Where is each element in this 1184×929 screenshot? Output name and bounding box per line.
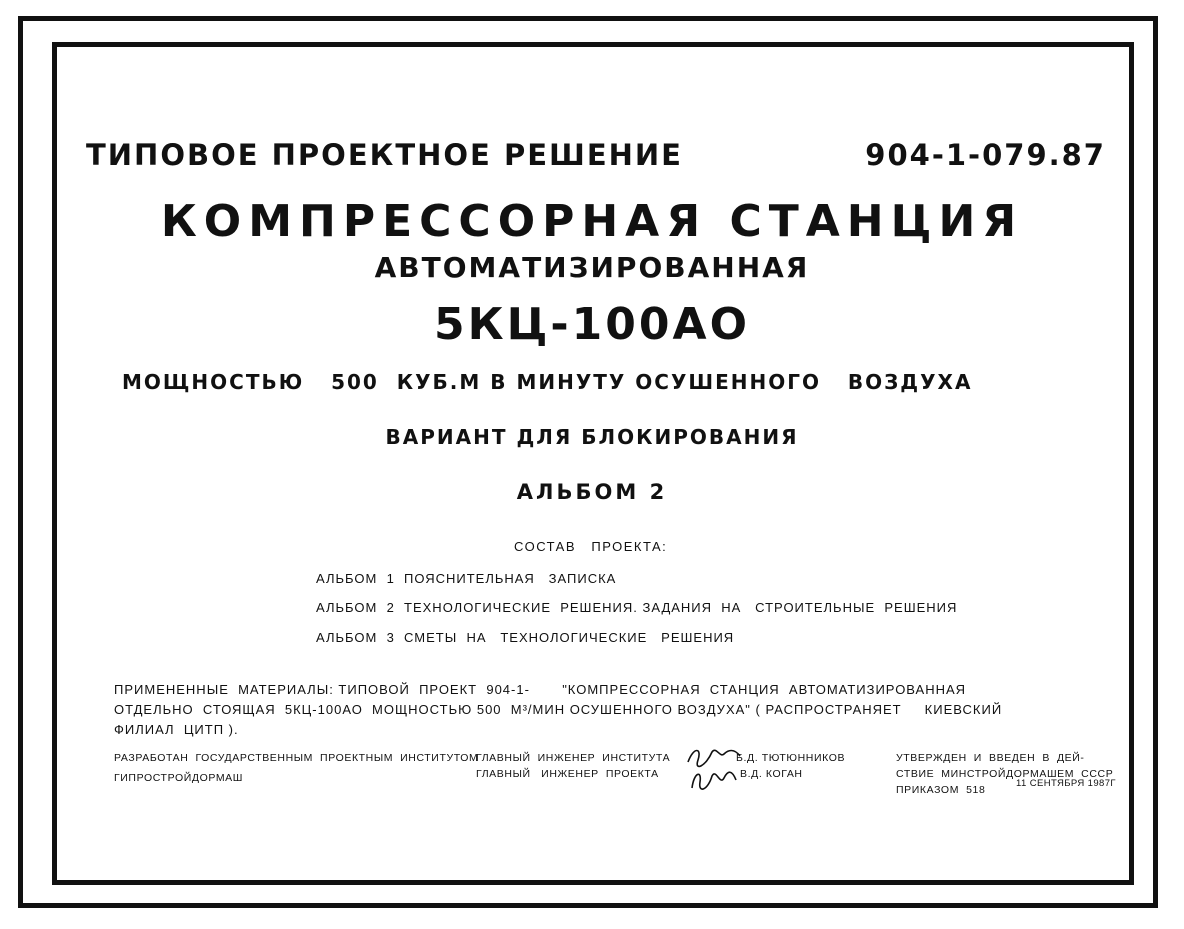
approval-date: 11 СЕНТЯБРЯ 1987Г bbox=[1016, 778, 1116, 789]
subtitle: АВТОМАТИЗИРОВАННАЯ bbox=[374, 251, 810, 284]
materials-line: ПРИМЕНЕННЫЕ МАТЕРИАЛЫ: ТИПОВОЙ ПРОЕКТ 904-1- "КОМПРЕССОРНАЯ СТАНЦИЯ АВТОМАТИЗИРОВАННАЯ bbox=[114, 682, 967, 697]
chief-engineer-project: ГЛАВНЫЙ ИНЖЕНЕР ПРОЕКТА bbox=[476, 768, 659, 780]
approval-line-2: СТВИЕ МИНСТРОЙДОРМАШЕМ СССР bbox=[896, 768, 1114, 780]
series-number: 904-1-079.87 bbox=[865, 138, 1106, 172]
developer-line-1: РАЗРАБОТАН ГОСУДАРСТВЕННЫМ ПРОЕКТНЫМ ИНСТИТУТОМ bbox=[114, 752, 479, 764]
chief-engineer-institute: ГЛАВНЫЙ ИНЖЕНЕР ИНСТИТУТА bbox=[476, 752, 671, 764]
main-title: КОМПРЕССОРНАЯ СТАНЦИЯ bbox=[160, 196, 1024, 247]
composition-item: АЛЬБОМ 3 СМЕТЫ НА ТЕХНОЛОГИЧЕСКИЕ РЕШЕНИЯ bbox=[316, 630, 735, 645]
variant-line: ВАРИАНТ ДЛЯ БЛОКИРОВАНИЯ bbox=[385, 425, 799, 449]
engineer-name-1: Б.Д. ТЮТЮННИКОВ bbox=[736, 752, 846, 764]
engineer-name-2: В.Д. КОГАН bbox=[740, 768, 803, 780]
series-header bbox=[86, 138, 1106, 172]
materials-line: ФИЛИАЛ ЦИТП ). bbox=[114, 722, 239, 737]
model-number: 5КЦ-100АО bbox=[434, 299, 750, 350]
capacity-line: МОЩНОСТЬЮ 500 КУБ.М В МИНУТУ ОСУШЕННОГО ВОЗДУХА bbox=[122, 370, 973, 394]
composition-item: АЛЬБОМ 2 ТЕХНОЛОГИЧЕСКИЕ РЕШЕНИЯ. ЗАДАНИЯ НА СТРОИТЕЛЬНЫЕ РЕШЕНИЯ bbox=[316, 600, 958, 615]
signature-2 bbox=[688, 764, 740, 796]
composition-item: АЛЬБОМ 1 ПОЯСНИТЕЛЬНАЯ ЗАПИСКА bbox=[316, 571, 617, 586]
series-label: ТИПОВОЕ ПРОЕКТНОЕ РЕШЕНИЕ bbox=[86, 138, 683, 172]
album-line: АЛЬБОМ 2 bbox=[516, 480, 668, 504]
approval-line-3: ПРИКАЗОМ 518 bbox=[896, 784, 986, 796]
composition-title: СОСТАВ ПРОЕКТА: bbox=[514, 539, 668, 554]
developer-line-2: ГИПРОСТРОЙДОРМАШ bbox=[114, 772, 243, 784]
approval-line-1: УТВЕРЖДЕН И ВВЕДЕН В ДЕЙ- bbox=[896, 752, 1085, 764]
materials-line: ОТДЕЛЬНО СТОЯЩАЯ 5КЦ-100АО МОЩНОСТЬЮ 500 М³/МИН ОСУШЕННОГО ВОЗДУХА" ( РАСПРОСТРАНЯЕТ КИЕВСКИЙ bbox=[114, 702, 1003, 717]
